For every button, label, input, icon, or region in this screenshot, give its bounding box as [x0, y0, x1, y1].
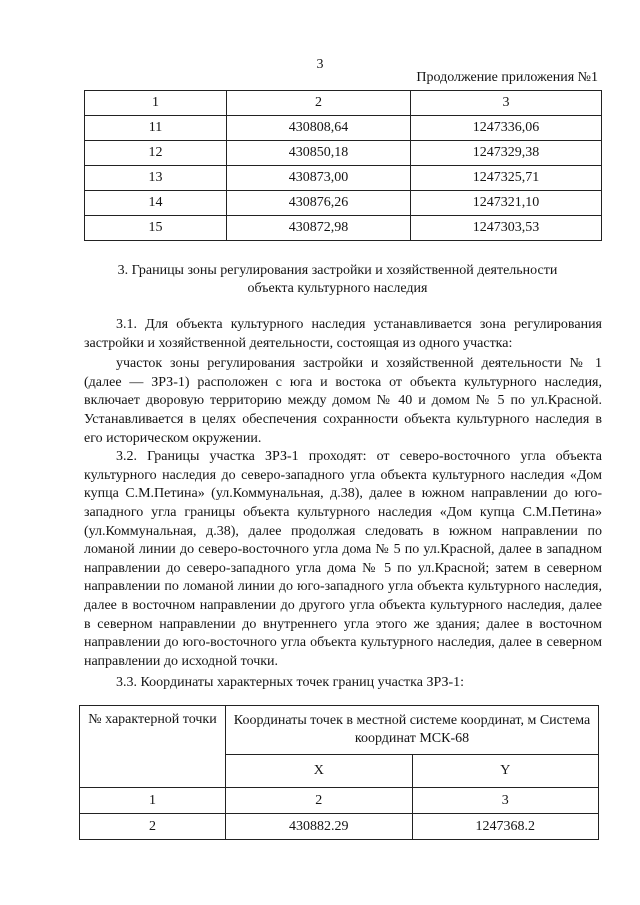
y-coordinate: 1247303,53 — [411, 216, 602, 241]
point-number-header: № характерной точки — [80, 706, 226, 788]
coordinates-header: Координаты точек в местной системе координат, м Система координат МСК-68 — [226, 706, 599, 755]
y-coordinate: 1247325,71 — [411, 166, 602, 191]
x-coordinate: 430873,00 — [227, 166, 411, 191]
y-coordinate: 1247329,38 — [411, 141, 602, 166]
point-number: 2 — [80, 814, 226, 840]
x-coordinate: 430872,98 — [227, 216, 411, 241]
x-header: X — [226, 755, 413, 788]
header-cell: 1 — [85, 91, 227, 116]
y-coordinate: 3 — [412, 788, 599, 814]
section-heading: 3. Границы зоны регулирования застройки и хозяйственной деятельности объекта культурного наследия — [117, 263, 558, 296]
point-number: 12 — [85, 141, 227, 166]
x-coordinate: 430850,18 — [227, 141, 411, 166]
document-body — [84, 316, 602, 693]
table-row — [80, 788, 599, 814]
y-coordinate: 1247321,10 — [411, 191, 602, 216]
x-coordinate: 430808,64 — [227, 116, 411, 141]
x-coordinate: 430876,26 — [227, 191, 411, 216]
x-coordinate: 430882.29 — [226, 814, 413, 840]
x-coordinate: 2 — [226, 788, 413, 814]
table-row — [85, 216, 602, 241]
table-row — [85, 141, 602, 166]
paragraph-3-2: 3.2. Границы участка ЗРЗ-1 проходят: от северо-восточного угла объекта культурного наследия до северо-западного угла объекта культурного наследия «Дом купца С.М.Петина» (ул.Коммунальная, д.38), далее в южном направлении до юго-западного угла границы объекта культурного наследия «Дом купца С.М.Петина» (ул.Коммунальная, д.38), далее продолжая следовать в южном направлении по ломаной линии до северо-восточного угла дома № 5 по ул.Красной, далее в западном направлении до северо-западного угла дома № 5 по ул.Красной; затем в северном направлении по ломаной линии до юго-западного угла объекта культурного наследия, далее в восточном направлении до другого угла объекта культурного наследия, далее в северном направлении до внутреннего угла этого же здания; далее в восточном направлении до юго-восточного угла объекта культурного наследия, далее в северном направлении до исходной точки. — [84, 449, 602, 669]
paragraph-3-1: 3.1. Для объекта культурного наследия устанавливается зона регулирования застройки и хозяйственной деятельности, состоящая из одного участка: — [84, 317, 602, 351]
paragraph-zrz1-description: участок зоны регулирования застройки и хозяйственной деятельности № 1 (далее — ЗРЗ-1) расположен с юга и востока от объекта культурного наследия, включает дворовую территорию между домом № 40 и домом № 5 по ул.Красной. Устанавливается в целях обеспечения сохранности объекта культурного наследия в его историческом окружении. — [84, 356, 602, 446]
point-number: 15 — [85, 216, 227, 241]
table-row — [80, 814, 599, 840]
continuation-label: Продолжение приложения №1 — [416, 70, 598, 85]
coordinates-table-continued — [84, 90, 602, 241]
header-cell: 2 — [227, 91, 411, 116]
page-number: 3 — [316, 57, 324, 72]
point-number: 1 — [80, 788, 226, 814]
point-number: 13 — [85, 166, 227, 191]
table-row — [85, 116, 602, 141]
y-coordinate: 1247368.2 — [412, 814, 599, 840]
y-coordinate: 1247336,06 — [411, 116, 602, 141]
y-header: Y — [412, 755, 599, 788]
table-row — [85, 191, 602, 216]
point-number: 14 — [85, 191, 227, 216]
header-cell: 3 — [411, 91, 602, 116]
zrz1-coordinates-table — [79, 705, 599, 840]
paragraph-3-3: 3.3. Координаты характерных точек границ участка ЗРЗ-1: — [116, 675, 465, 691]
table-header-row — [80, 706, 599, 755]
point-number: 11 — [85, 116, 227, 141]
table-row — [85, 166, 602, 191]
table-header-row — [85, 91, 602, 116]
